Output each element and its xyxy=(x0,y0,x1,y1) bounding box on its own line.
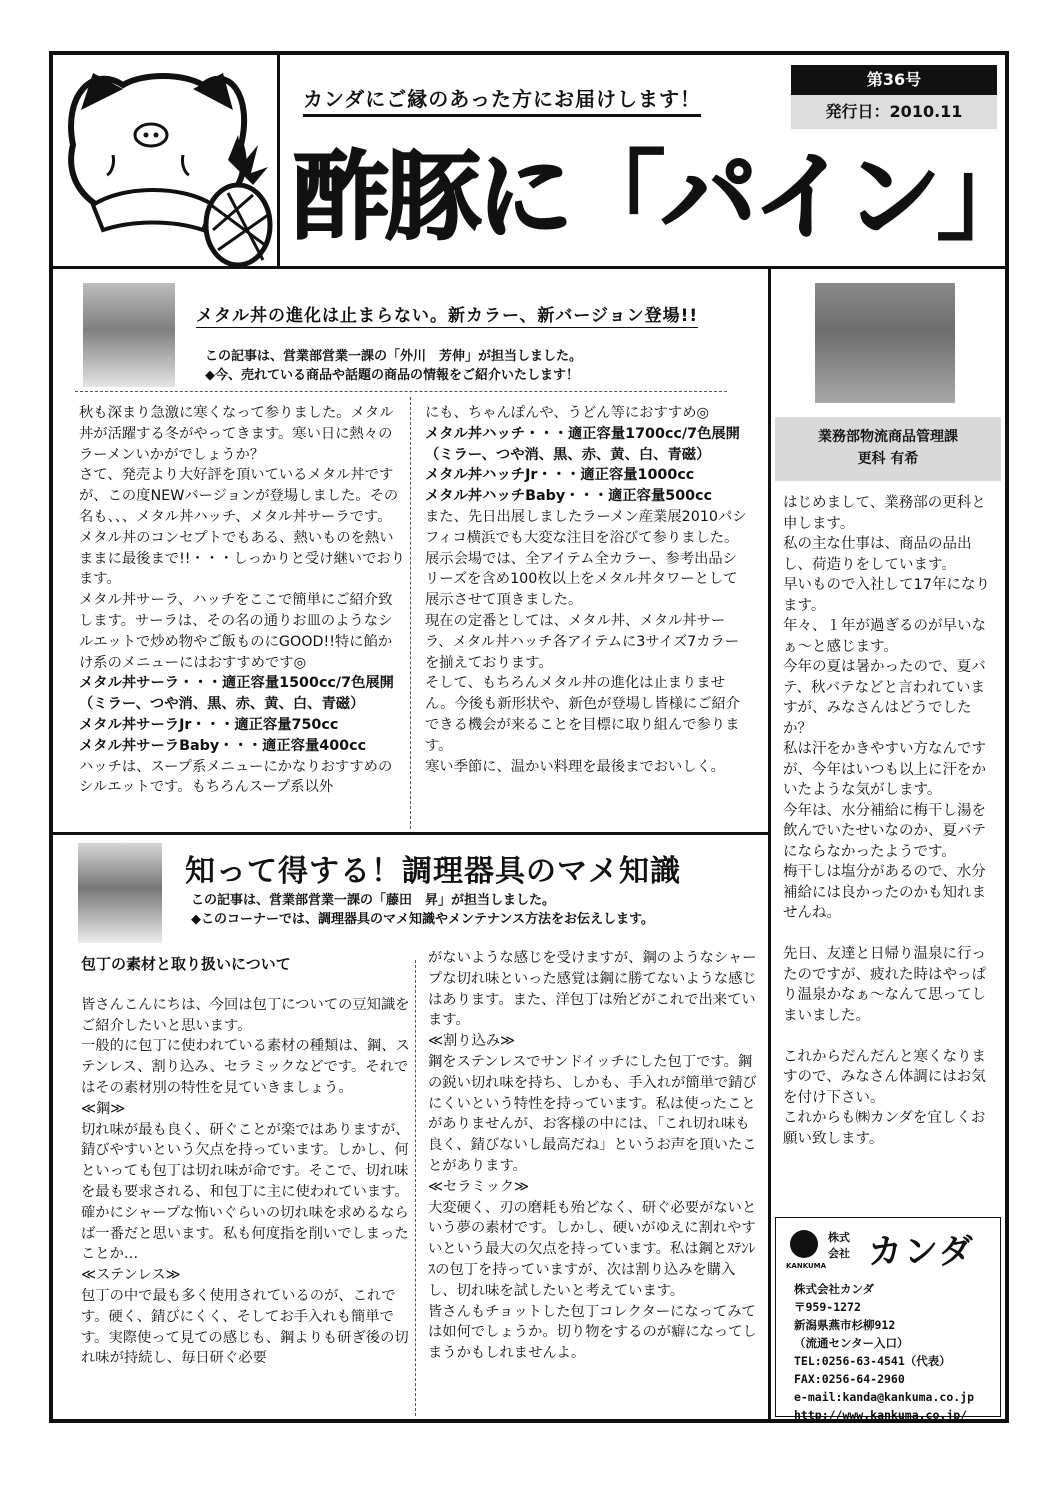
staff-message: はじめまして、業務部の更科と申します。 私の主な仕事は、商品の品出し、荷造りをしています。 早いもので入社して17年になります。 年々、１年が過ぎるのが早いなぁ～と感じます。 今年の夏は暑かったので、夏バテ、秋バテなどと言われていますが、みなさんはどうでしたか？ 私は汗をかきやすい方なんですが、今年はいつも以上に汗をかいたような気がします。 今年は、水分補給に梅干し湯を飲んでいたせいなのか、夏バテにならなかったようです。 梅干しは塩分があるので、水分補給には良かったのかも知れませんね。 先日、友達と日帰り温泉に行ったのですが、疲れた時はやっぱり温泉かなぁ～なんて思ってしまいました。 これからだんだんと寒くなりますので、みなさん体調にはお気を付け下さい。 これからも㈱カンダを宜しくお願い致します。 xyxy=(783,495,990,1147)
article1-column-2 xyxy=(425,403,747,777)
paragraph: そして、もちろんメタル丼の進化は止まりません。今後も新形状や、新色が登場し皆様にご紹介できる機会が来ることを目標に取り組んで参ります。 xyxy=(425,675,741,754)
spec-line: （ミラー、つや消、黒、赤、黄、白、青磁） xyxy=(79,696,365,713)
paragraph: ≪ステンレス≫ xyxy=(81,1267,181,1284)
article1-title: メタル丼の進化は止まらない。新カラー、新バージョン登場!! xyxy=(196,301,698,328)
pig-pineapple-illustration xyxy=(53,55,280,269)
paragraph: 秋も深まり急激に寒くなって参りました。メタル丼が活躍する冬がやってきます。寒い日に熱々のラーメンいかがでしょうか？ xyxy=(79,405,394,463)
paragraph: 鋼をステンレスでサンドイッチにした包丁です。鋼の鋭い切れ味を持ち、しかも、手入れが簡単で錆びにくいという特性を持っています。私は使ったことがありませんが、お客様の中には、「これ切れ味も良く、錆びないし最高だね」というお声を頂いたことがあります。 xyxy=(428,1053,757,1174)
newsletter-title: 酢豚に「パイン」 xyxy=(293,141,1029,253)
tagline: カンダにご縁のあった方にお届けします！ xyxy=(303,83,701,117)
article2-title: 知って得する！調理器具のマメ知識 xyxy=(185,854,681,889)
spec-line: メタル丼サーラ・・・適正容量1500cc/7色展開 xyxy=(79,675,394,692)
staff-column xyxy=(768,269,1005,1423)
issue-date: 発行日：2010.11 xyxy=(791,95,997,129)
article1-byline-text: この記事は、営業部営業一課の「外川 芳伸」が担当しました。 xyxy=(205,349,583,364)
article2-subhead: 包丁の素材と取り扱いについて xyxy=(81,955,291,973)
paragraph: メタル丼サーラ、ハッチをここで簡単にご紹介致します。サーラは、その名の通りお皿のようなシルエットで炒め物やご飯ものにGOOD!!特に餡かけ系のメニューにはおすすめです◎ xyxy=(79,592,393,671)
paragraph: がないような感じを受けますが、鋼のようなシャープな切れ味といった感覚は鋼に勝てないような感じはあります。また、洋包丁は殆どがこれで出来ています。 xyxy=(428,950,757,1029)
paragraph: 皆さんもチョットした包丁コレクターになってみては如何でしょうか。切り物をするのが癖になってしまうかもしれませんよ。 xyxy=(428,1303,757,1362)
spec-line: メタル丼サーラBaby・・・適正容量400cc xyxy=(79,737,367,754)
staff-nameplate xyxy=(775,417,1001,481)
paragraph: 皆さんこんにちは、今回は包丁についての豆知識をご紹介したいと思います。 xyxy=(81,996,410,1034)
article1-column-1 xyxy=(79,403,405,798)
paragraph: 寒い季節に、温かい料理を最後までおいしく。 xyxy=(425,758,725,775)
spec-line: メタル丼ハッチBaby・・・適正容量500cc xyxy=(425,488,713,505)
company-brand: カンダ xyxy=(868,1232,975,1272)
spec-line: メタル丼ハッチJr・・・適正容量1000cc xyxy=(425,467,695,484)
article2-intro: ◆このコーナーでは、調理器具のマメ知識やメンテナンス方法をお伝えします。 xyxy=(191,912,654,927)
article2-column-2 xyxy=(428,948,758,1364)
author-photo-togawa xyxy=(83,283,175,387)
paragraph: ≪セラミック≫ xyxy=(428,1178,530,1195)
article-cooking-tools xyxy=(53,838,768,1424)
column-divider xyxy=(415,960,416,1416)
paragraph: ≪鋼≫ xyxy=(81,1100,126,1117)
paragraph: 現在の定番としては、メタル丼、メタル丼サーラ、メタル丼ハッチ各アイテムに3サイズ7カラーを揃えております。 xyxy=(425,612,740,671)
article2-column-1 xyxy=(81,954,411,1369)
paragraph: にも、ちゃんぽんや、うどん等におすすめ◎ xyxy=(425,405,709,421)
article2-byline-text: この記事は、営業部営業一課の「藤田 昇」が担当しました。 xyxy=(191,893,556,908)
newsletter-frame xyxy=(49,51,1029,1423)
article1-intro: ◆今、売れている商品や話題の商品の情報をご紹介いたします！ xyxy=(205,368,579,383)
issue-box xyxy=(791,65,997,129)
paragraph: さて、発売より大好評を頂いているメタル丼ですが、この度NEWバージョンが登場しました。その名も、、、メタル丼ハッチ、メタル丼サーラです。メタル丼のコンセプトでもある、熱いものを熱いままに最後まで!!・・・しっかりと受け継いでおります。 xyxy=(79,467,405,588)
article1-byline xyxy=(205,347,582,385)
spec-line: メタル丼サーラJr・・・適正容量750cc xyxy=(79,716,339,733)
staff-name: 更科 有希 xyxy=(857,451,919,467)
column-divider xyxy=(410,397,411,829)
paragraph: ≪割り込み≫ xyxy=(428,1033,516,1050)
article-metal-don xyxy=(53,269,768,835)
paragraph: 包丁の中で最も多く使用されているのが、これです。硬く、錆びにくく、そしてお手入れも簡単です。実際使って見ての感じも、鋼よりも研ぎ後の切れ味が持続し、毎日研ぐ必要 xyxy=(81,1287,409,1367)
pig-icon xyxy=(53,55,280,269)
paragraph: 一般的に包丁に使われている素材の種類は、鋼、ステンレス、割り込み、セラミックなどです。それではその素材別の特性を見ていきましょう。 xyxy=(81,1038,410,1096)
issue-number: 第36号 xyxy=(791,65,997,95)
company-contact: 株式会社カンダ 〒959-1272 新潟県燕市杉柳912 （流通センター入口） TEL:0256-63-4541（代表） FAX:0256-64-2960 e-mail:kanda@kankuma.co.jp http://www.kankuma.co.jp/ xyxy=(794,1282,975,1422)
header xyxy=(53,55,1029,269)
divider xyxy=(75,391,727,392)
company-kabushiki: 株式 会社 xyxy=(828,1231,850,1260)
paragraph: また、先日出展しましたラーメン産業展2010パシフィコ横浜でも大変な注目を浴びて参りました。 xyxy=(425,508,747,546)
company-kankuma: KANKUMA xyxy=(786,1262,827,1270)
paragraph: ハッチは、スープ系メニューにかなりおすすめのシルエットです。もちろんスープ系以外 xyxy=(79,758,393,796)
author-photo-fujita xyxy=(78,843,162,943)
article2-byline xyxy=(191,891,654,929)
paragraph: 展示会場では、全アイテム全カラー、参考出品シリーズを含め100枚以上をメタル丼タワーとして展示させて頂きました。 xyxy=(425,550,738,609)
paragraph: 切れ味が最も良く、研ぐことが楽ではありますが、錆びやすいという欠点を持っています。しかし、何といっても包丁は切れ味が命です。そこで、切れ味を最も要求される、和包丁に主に使われています。確かにシャープな怖いぐらいの切れ味を求めるならば一番だと思います。私も何度指を削いでしまったことか… xyxy=(81,1121,410,1263)
kankuma-logo-icon xyxy=(790,1230,818,1258)
spec-line: （ミラー、つや消、黒、赤、黄、白、青磁） xyxy=(425,446,711,463)
company-box xyxy=(775,1217,1001,1422)
staff-photo-sarashina xyxy=(815,283,955,403)
paragraph: 大変硬く、刃の磨耗も殆どなく、研ぐ必要がないという夢の素材です。しかし、硬いがゆえに割れやすいという最大の欠点を持っています。私は鋼とｽﾃﾝﾚｽの包丁を持っていますが、次は割り込みを購入し、切れ味を試したいと考えています。 xyxy=(428,1199,757,1299)
staff-dept: 業務部物流商品管理課 xyxy=(818,429,958,445)
spec-line: メタル丼ハッチ・・・適正容量1700cc/7色展開 xyxy=(425,425,740,442)
